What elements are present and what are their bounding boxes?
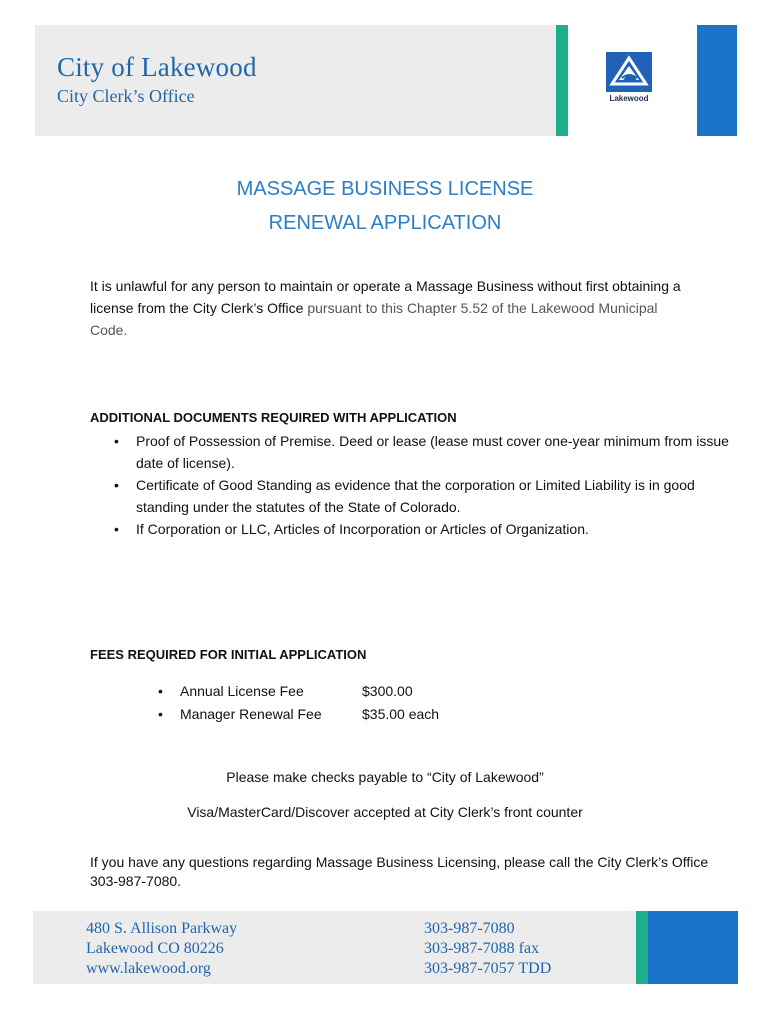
contact-note: If you have any questions regarding Massage Business Licensing, please call the City Clerk’s Office 303-987-7080. [90, 854, 709, 889]
header-title: City of Lakewood [57, 52, 257, 82]
list-item-text: Certificate of Good Standing as evidence that the corporation or Limited Liability is in good standing under the statutes of the State of Colorado. [136, 477, 695, 515]
header-teal-stripe [556, 25, 568, 136]
list-item-text: Proof of Possession of Premise. Deed or lease (lease must cover one-year minimum from issue date of license). [136, 433, 729, 471]
footer-phone: 303-987-7080 [424, 920, 515, 937]
checks-note: Please make checks payable to “City of Lakewood” [226, 769, 544, 785]
fee-amount: $35.00 each [362, 706, 440, 722]
footer-website: www.lakewood.org [86, 960, 211, 977]
footer-address [86, 919, 237, 979]
fee-label: Manager Renewal Fee [180, 706, 322, 722]
lakewood-logo-icon [606, 52, 652, 92]
list-item [90, 430, 730, 474]
footer-blue-stripe [648, 911, 738, 984]
list-item [90, 474, 730, 518]
address-line2: Lakewood CO 80226 [86, 940, 224, 957]
header-blue-stripe [697, 25, 737, 136]
cards-note: Visa/MasterCard/Discover accepted at City Clerk’s front counter [187, 804, 583, 820]
bullet: • [114, 477, 119, 493]
documents-heading: ADDITIONAL DOCUMENTS REQUIRED WITH APPLICATION [90, 410, 457, 425]
bullet: • [114, 433, 119, 449]
footer-fax: 303-987-7088 fax [424, 940, 540, 957]
footer-teal-stripe [636, 911, 648, 984]
fee-row [158, 683, 413, 699]
footer-tdd: 303-987-7057 TDD [424, 960, 552, 977]
fee-row [158, 706, 439, 722]
intro-muted-text: pursuant to this Chapter 5.52 of the Lakewood Municipal Code. [90, 300, 658, 338]
bullet: • [158, 683, 163, 699]
list-item-text: If Corporation or LLC, Articles of Incorporation or Articles of Organization. [136, 521, 589, 537]
documents-list [90, 430, 730, 540]
list-item [90, 518, 730, 540]
bullet: • [158, 706, 163, 722]
fee-amount: $300.00 [362, 683, 413, 699]
fees-heading: FEES REQUIRED FOR INITIAL APPLICATION [90, 647, 367, 662]
bullet: • [114, 521, 119, 537]
fee-label: Annual License Fee [180, 683, 304, 699]
document-title-line2: RENEWAL APPLICATION [268, 212, 502, 234]
address-line1: 480 S. Allison Parkway [86, 920, 238, 937]
document-title-line1: MASSAGE BUSINESS LICENSE [236, 178, 534, 200]
footer-phones [424, 919, 551, 979]
logo-text: Lakewood [609, 94, 649, 103]
intro-paragraph [90, 275, 690, 341]
intro-main-text: It is unlawful for any person to maintain or operate a Massage Business without first obtaining a license from the City Clerk’s Office [90, 278, 681, 316]
header-subtitle: City Clerk’s Office [57, 86, 195, 106]
